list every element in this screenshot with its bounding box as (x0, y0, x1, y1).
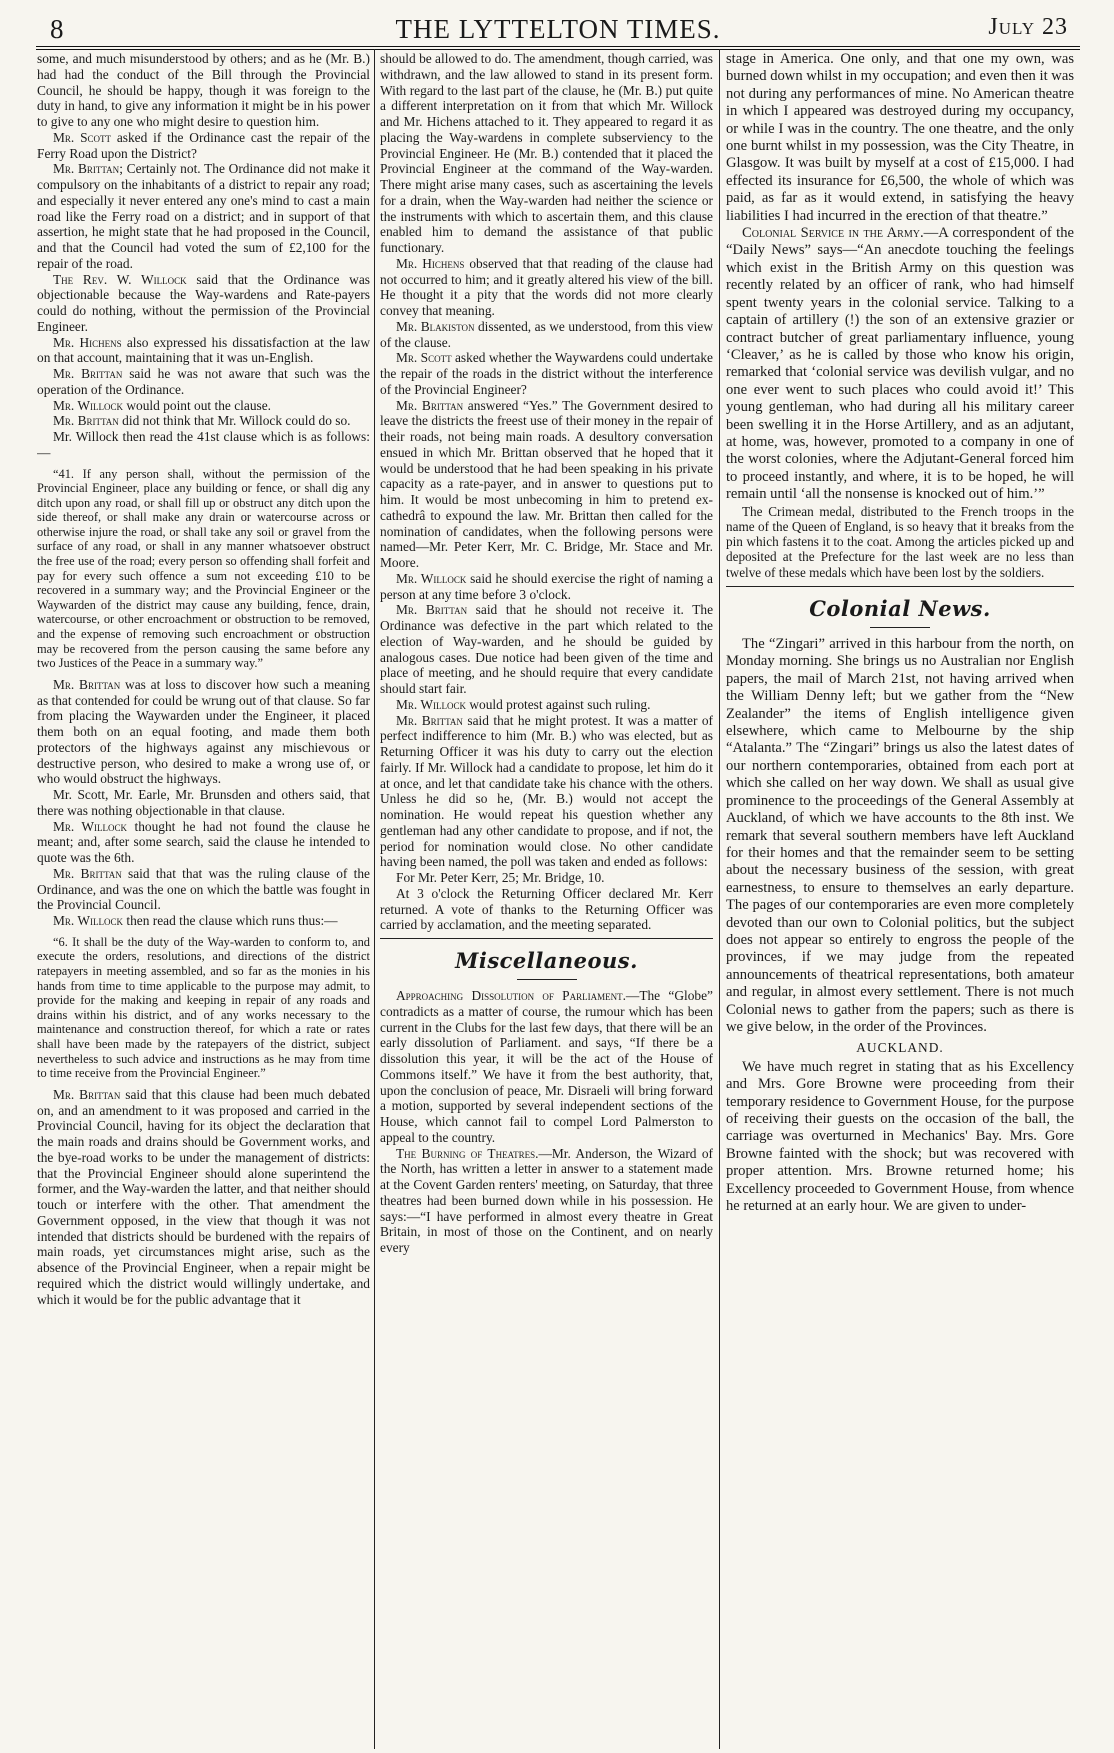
paragraph-text: “6. It shall be the duty of the Way-warden to conform to, and execute the orders, resolutions, and directions of the district ratepayers in meeting assembled, and so far as the monies in his hands from time to time applicable to the purpose may admit, to provide for the making and keeping in repair of any roads and drains within his district, and of any works necessary to the maintenance and construction thereof, for which a rate or rates shall have been made by the ratepayers of the district, subject nevertheless to such advice and instructions as he may from time to time receive from the Provincial Engineer.” (37, 934, 370, 1081)
article-paragraph (726, 504, 1074, 580)
column-divider (374, 49, 375, 1749)
article-paragraph (380, 398, 713, 571)
speaker-name: Mr. Brittan (396, 602, 468, 618)
paragraph-text: For Mr. Peter Kerr, 25; Mr. Bridge, 10. (396, 870, 605, 885)
speaker-name: Mr. Brittan (53, 865, 122, 881)
article-paragraph (37, 161, 370, 271)
paragraph-text: said he should exercise the right of naming a person at any time before 3 o'clock. (380, 570, 713, 602)
paragraph-text: said that he should not receive it. The Ordinance was defective in the part which related to the election of Way-warden, and he should be guided by analogous cases. Due notice had been given of the time and place of meeting, and he should require that every candidate should start fair. (380, 602, 713, 696)
column-1 (37, 51, 370, 1746)
article-paragraph (37, 335, 370, 367)
paragraph-text: Mr. Scott, Mr. Earle, Mr. Brunsden and others said, that there was nothing objectionable in that clause. (37, 787, 370, 818)
speaker-name: Mr. Hichens (53, 334, 122, 350)
paragraph-text: also expressed his dissatisfaction at the law on that account, maintaining that it was un-English. (37, 334, 370, 366)
article-paragraph (37, 51, 370, 130)
speaker-name: Approaching Dissolution of Parliament. (396, 988, 626, 1003)
article-paragraph (726, 636, 1074, 1036)
section-rule (380, 938, 713, 939)
paragraph-text: did not think that Mr. Willock could do so. (118, 413, 351, 429)
paragraph-text: some, and much misunderstood by others; and as he (Mr. B.) had had the conduct of the Bill through the Provincial Council, he should be happy, though it was foreign to the duty in hand, to give any information it might be in his power to give to any one who might desire to question him. (37, 51, 370, 129)
article-paragraph (726, 51, 1074, 225)
paragraph-text: should be allowed to do. The amendment, though carried, was withdrawn, and the law allowed to stand in its present form. With regard to the last part of the clause, he (Mr. B.) put quite a different interpretation on it from that which Mr. Willock and Mr. Hichens attached to it. They appeared to regard it as placing the Way-wardens in complete subserviency to the Provincial Engineer. He (Mr. B.) contended that it placed the Provincial Engineer at the command of the Way-warden. There might arise many cases, such as ascertaining the levels for a drain, when the Way-warden had neither the science or the instruments with which to ascertain them, and this clause enabled him to demand the assistance of that public functionary. (380, 51, 713, 255)
article-paragraph (380, 988, 713, 1146)
speaker-name: The Burning of Theatres. (396, 1145, 539, 1161)
article-paragraph (37, 677, 370, 787)
speaker-name: Mr. Willock (53, 913, 123, 929)
paragraph-text: stage in America. One only, and that one my own, was burned down whilst in my occupation; and even then it was not during any performances of mine. No American theatre in which I appeared was destroyed during my occupancy, or while I was in the country. The one theatre, and the only one burnt whilst in my possession, was the City Theatre, in Glasgow. It was built by myself at a cost of £15,000. I had effected its insurance for £6,500, the whole of which was paid, as far as it would extend, in satisfying the heavy liabilities I had incurred in the erection of that theatre.” (726, 51, 1074, 224)
paragraph-text: dissented, as we understood, from this view of the clause. (380, 318, 713, 350)
speaker-name: Mr. Brittan (53, 366, 123, 381)
article-paragraph (380, 602, 713, 697)
paragraph-text: —The “Globe” contradicts as a matter of course, the rumour which has been current in the Clubs for the last few days, that there will be an early dissolution of Parliament. and says, “If there be a dissolution this year, it will be the act of the House of Commons itself.” We have it from the best authority, that, upon the conclusion of peace, Mr. Disraeli will bring forward a motion, supported by several independent sections of the House, which cannot fail to compel Lord Palmerston to appeal to the country. (380, 988, 713, 1145)
paragraph-text: said that the Ordinance was objectionable because the Way-wardens and Rate-payers could do nothing, without the permission of the Provincial Engineer. (37, 271, 370, 334)
speaker-name: Mr. Brittan (53, 413, 119, 429)
paragraph-text: ; Certainly not. The Ordinance did not make it compulsory on the inhabitants of a district to repair any road; and especially it never entered any one's mind to cast a main road like the Ferry road on a district; and in support of that assertion, he might state that he had proposed in the Council, and that the Council had voted the sum of £2,100 for the repair of the road. (37, 161, 370, 271)
article-paragraph (37, 272, 370, 335)
article-paragraph (37, 398, 370, 414)
paragraph-text: was at loss to discover how such a meaning as that contended for could be wrung out of that clause. So far from placing the Waywarden under the Engineer, it placed them both on an equal footing, and made them both protectors of the highways against any mischievous or destructive person, who desired to make a wrong use of, or who would obstruct the highways. (37, 676, 370, 787)
paragraph-text: We have much regret in stating that as his Excellency and Mrs. Gore Browne were proceeding from their temporary residence to Government House, for the purpose of receiving their guests on the occasion of the ball, the carriage was overturned in Mechanics' Bay. Mrs. Gore Browne fainted with the shock; but was recovered with proper attention. Mrs. Browne returned home; his Excellency proceeded to Government House, from whence he returned at an early hour. We are given to under- (726, 1058, 1074, 1215)
speaker-name: Colonial Service in the Army. (742, 225, 924, 242)
article-paragraph (37, 1087, 370, 1308)
article-paragraph (380, 350, 713, 397)
paragraph-text: —Mr. Anderson, the Wizard of the North, has written a letter in answer to a statement made at the Covent Garden renters' meeting, on Saturday, that three theatres had been burned down while in his possession. He says:—“I have performed in almost every theatre in Great Britain, in most of those on the Continent, and on nearly every (380, 1145, 713, 1255)
masthead (36, 14, 1080, 44)
paragraph-text: would protest against such ruling. (466, 696, 651, 712)
speaker-name: Mr. Willock (53, 818, 128, 834)
article-paragraph (380, 571, 713, 603)
paragraph-text: said he was not aware that such was the operation of the Ordinance. (37, 366, 370, 397)
section-heading: Colonial News. (809, 596, 991, 622)
paragraph-text: The Crimean medal, distributed to the French troops in the name of the Queen of England, is so heavy that it breaks from the pin which fastens it to the coat. Among the articles picked up and deposited at the Prefecture for the last week are no less than twelve of these medals which have been lost by the soldiers. (726, 503, 1074, 580)
speaker-name: Mr. Willock (53, 397, 123, 413)
speaker-name: The Rev. W. Willock (53, 271, 187, 287)
masthead-rule (36, 46, 1080, 47)
quoted-clause (37, 467, 370, 671)
speaker-name: Mr. Brittan (396, 712, 463, 728)
paragraph-text: The “Zingari” arrived in this harbour from the north, on Monday morning. She brings us no Australian nor English papers, the mail of March 21st, not having arrived when the William Denny left; but we gather from the “New Zealander” the items of English intelligence given elsewhere, which came to Melbourne by the ship “Atalanta.” The “Zingari” brings us also the latest dates of our northern contemporaries, obtained from each port at which she called on her way down. We shall as usual give prominence to the proceedings of the General Assembly at Auckland, of which we have accounts to the 8th inst. We remark that several southern members have left Auckland for their homes and that the remainder seem to be setting about the necessary business of the session, with great earnestness, to ensure to themselves an early departure. The pages of our contemporaries are even more completely devoted than our own to Colonial politics, but the subject does not appear so entirely to engross the people of the provinces, if we may judge from the repeated announcements of theatrical representations, both amateur and regular, in almost every settlement. There is not much Colonial news to gather from the papers; such as there is we give below, in the order of the Provinces. (726, 636, 1074, 1035)
speaker-name: Mr. Brittan (53, 161, 120, 177)
paragraph-text: asked if the Ordinance cast the repair of the Ferry Road upon the District? (37, 129, 370, 161)
article-paragraph (726, 225, 1074, 504)
paragraph-text: said that he might protest. It was a matter of perfect indifference to him (Mr. B.) who was elected, but as Returning Officer it was his duty to carry out the election fairly. If Mr. Willock had a candidate to propose, let him do it at once, and let that candidate take his chance with the others. Unless he did so he, (Mr. B.) would not accept the nomination. He would repeat his question whether any gentleman had any other candidate to propose, and if not, the period for nomination would close. No other candidate having been named, the poll was taken and ended as follows: (380, 712, 713, 870)
quoted-clause (37, 935, 370, 1081)
column-2 (380, 51, 713, 1746)
article-paragraph (37, 366, 370, 398)
section-heading: Miscellaneous. (455, 948, 638, 973)
province-heading: AUCKLAND. (856, 1040, 944, 1056)
masthead-rule-double (36, 49, 1080, 50)
paragraph-text: said that this clause had been much debated on, and an amendment to it was proposed and carried in the Provincial Council, having for its object the declaration that the main roads and drains should be Government works, and the bye-road works to be under the management of districts: that the Provincial Engineer should alone superintend the former, and the Way-warden the latter, and that neither should touch or interfere with the other. That amendment the Government opposed, in the view that though it was not intended that districts should be burdened with the repairs of main roads, yet circumstances might arise, such as the absence of the Provincial Engineer, when a repair might be required which the district would willingly undertake, and which it would be for the public advantage that it (37, 1086, 370, 1307)
newspaper-title: THE LYTTELTON TIMES. (395, 14, 721, 44)
heading-underline (870, 627, 930, 628)
article-paragraph (380, 870, 713, 886)
speaker-name: Mr. Willock (396, 696, 466, 712)
speaker-name: Mr. Scott (396, 350, 452, 366)
speaker-name: Mr. Brittan (396, 397, 464, 413)
article-paragraph (37, 130, 370, 162)
article-paragraph (37, 429, 370, 461)
article-paragraph (380, 319, 713, 351)
section-rule (726, 586, 1074, 587)
article-paragraph (37, 913, 370, 929)
paragraph-text: observed that that reading of the clause had not occurred to him; and it greatly altered his view of the bill. He thought it a pity that the words did not more clearly convey that meaning. (380, 255, 713, 318)
speaker-name: Mr. Willock (396, 570, 467, 586)
paragraph-text: answered “Yes.” The Government desired to leave the districts the freest use of their money in the repair of their roads, not being main roads. A desultory conversation ensued in which Mr. Brittan observed that he hoped that it would be understood that he had been speaking in his private capacity as a rate-payer, and in answer to questions put to him. It would be most unbecoming in him to pretend ex-cathedrâ to expound the law. Mr. Brittan then called for the nomination of candidates, when the following persons were named—Mr. Peter Kerr, Mr. C. Bridge, Mr. Stace and Mr. Moore. (380, 397, 713, 570)
speaker-name: Mr. Brittan (53, 676, 121, 692)
issue-date: July 23 (988, 14, 1068, 40)
paragraph-text: At 3 o'clock the Returning Officer declared Mr. Kerr returned. A vote of thanks to the Returning Officer was carried by acclamation, and the meeting separated. (380, 885, 713, 933)
article-paragraph (37, 819, 370, 866)
column-3 (726, 51, 1074, 1746)
paragraph-text: —A correspondent of the “Daily News” says—“An anecdote touching the feelings which exist in the British Army on this question was recently related by an officer of rank, who had himself spent twenty years in the colonial service. Talking to a captain of artillery (!) the son of an extensive grazier or contract butcher of great parliamentary influence, young ‘Cleaver,’ as he is called by those who know his origin, remarked that ‘colonial service was devilish vulgar, and no one ever went to such places who could avoid it!’ This young gentleman, who had during all his military career been swelling it in the Horse Artillery, and as an adjutant, at home, was, however, promoted to a company in one of the worst colonies, where the Adjutant-General forced him to proceed instantly, and where, it is to be hoped, he will remain until ‘all the nonsense is knocked out of him.’” (726, 225, 1074, 503)
article-paragraph (37, 866, 370, 913)
article-paragraph (37, 413, 370, 429)
speaker-name: Mr. Hichens (396, 255, 465, 271)
paragraph-text: said that that was the ruling clause of the Ordinance, and was the one on which the battle was fought in the Provincial Council. (37, 865, 370, 913)
column-divider (719, 49, 720, 1749)
paragraph-text: thought he had not found the clause he meant; and, after some search, said the clause he intended to quote was the 6th. (37, 818, 370, 866)
paragraph-text: then read the clause which runs thus:— (123, 913, 338, 929)
article-paragraph (380, 1146, 713, 1256)
speaker-name: Mr. Blakiston (396, 318, 475, 334)
heading-underline (517, 979, 577, 980)
page-number: 8 (50, 14, 64, 44)
paragraph-text: “41. If any person shall, without the permission of the Provincial Engineer, place any building or fence, or shall dig any ditch upon any road, or shall fill up or obstruct any ditch upon the side thereof, or shall make any drain or watercourse across or otherwise injure the road, or shall take any soil or gravel from the surface of any road, or shall in any manner whatsoever obstruct the free use of the road; every person so offending shall forfeit and pay for every such offence a sum not exceeding £10 to be recovered in a summary way; and the Provincial Engineer or the Waywarden of the district may cause any building, fence, drain, watercourse, or other encroachment or obstruction to be removed, and the expense of removing such encroachment or obstruction may be recovered from the person causing the same before any two Justices of the Peace in a summary way.” (37, 466, 370, 671)
article-paragraph (380, 713, 713, 871)
article-paragraph (380, 697, 713, 713)
article-paragraph (726, 1059, 1074, 1216)
speaker-name: Mr. Scott (53, 129, 112, 145)
speaker-name: Mr. Brittan (53, 1086, 121, 1102)
paragraph-text: asked whether the Waywardens could undertake the repair of the roads in the district without the interference of the Provincial Engineer? (380, 350, 713, 397)
article-paragraph (380, 886, 713, 933)
article-paragraph (380, 256, 713, 319)
article-paragraph (37, 787, 370, 819)
paragraph-text: would point out the clause. (123, 397, 272, 413)
paragraph-text: Mr. Willock then read the 41st clause which is as follows:— (37, 429, 370, 460)
article-paragraph (380, 51, 713, 256)
